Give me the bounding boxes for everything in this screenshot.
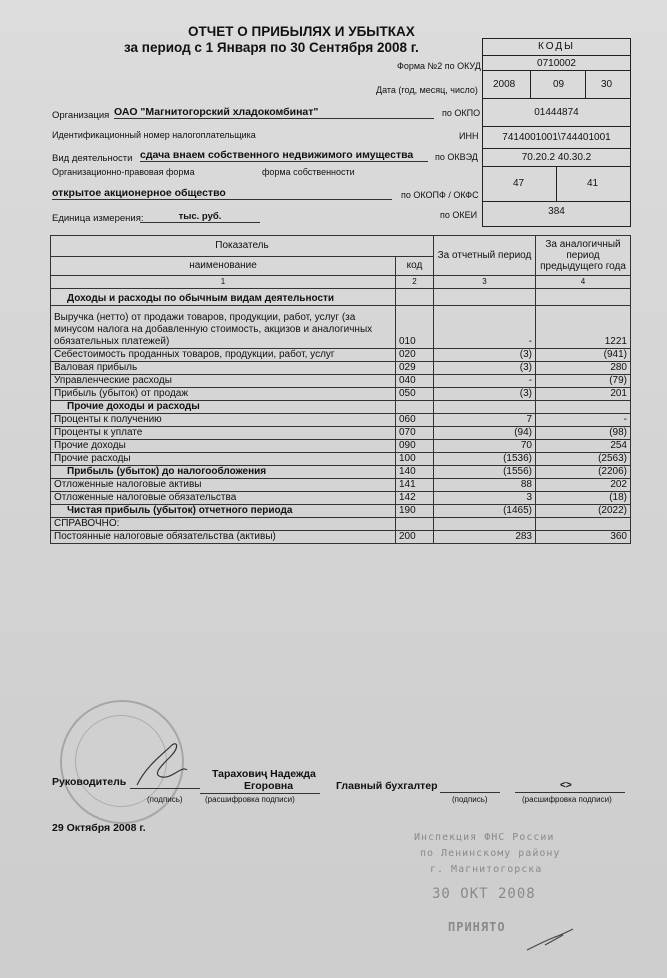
row-prev: (2206) bbox=[536, 466, 631, 479]
ownership-label: форма собственности bbox=[262, 167, 355, 177]
income-statement-table bbox=[50, 235, 631, 544]
col-num-3: 3 bbox=[434, 276, 536, 289]
table-row bbox=[51, 401, 631, 414]
col-num-4: 4 bbox=[536, 276, 631, 289]
unit-label: Единица измерения: bbox=[52, 213, 144, 224]
table-row bbox=[51, 427, 631, 440]
okei-label: по ОКЕИ bbox=[440, 210, 478, 220]
row-prev: (18) bbox=[536, 492, 631, 505]
row-name: СПРАВОЧНО: bbox=[51, 518, 396, 531]
table-row bbox=[51, 505, 631, 518]
row-name: Доходы и расходы по обычным видам деятельности bbox=[51, 289, 396, 306]
row-code: 140 bbox=[396, 466, 434, 479]
legal-form-label: Организационно-правовая форма bbox=[52, 167, 195, 177]
row-code: 070 bbox=[396, 427, 434, 440]
row-prev bbox=[536, 401, 631, 414]
head-name-line1: Тараховиҷ Надежда bbox=[212, 768, 316, 780]
date-row bbox=[483, 70, 630, 99]
row-current: 3 bbox=[434, 492, 536, 505]
row-current bbox=[434, 518, 536, 531]
row-prev: 360 bbox=[536, 531, 631, 544]
row-code: 141 bbox=[396, 479, 434, 492]
chief-decoding-line bbox=[515, 792, 625, 793]
col-num-2: 2 bbox=[396, 276, 434, 289]
row-prev: 280 bbox=[536, 362, 631, 375]
chief-decoding-caption: (расшифровка подписи) bbox=[522, 795, 612, 804]
okved-label: по ОКВЭД bbox=[435, 152, 478, 162]
row-code: 040 bbox=[396, 375, 434, 388]
table-row bbox=[51, 289, 631, 306]
row-code: 100 bbox=[396, 453, 434, 466]
okopf-label: по ОКОПФ / ОКФС bbox=[401, 190, 479, 200]
date-label: Дата (год, месяц, число) bbox=[376, 85, 478, 95]
okopf-row bbox=[483, 166, 630, 202]
okfs-value: 41 bbox=[587, 178, 599, 189]
row-code: 060 bbox=[396, 414, 434, 427]
row-code: 200 bbox=[396, 531, 434, 544]
row-prev: 254 bbox=[536, 440, 631, 453]
row-name: Прибыль (убыток) от продаж bbox=[51, 388, 396, 401]
unit-value: тыс. руб. bbox=[140, 211, 260, 223]
row-prev: (98) bbox=[536, 427, 631, 440]
table-row bbox=[51, 440, 631, 453]
tax-stamp-date: 30 ОКТ 2008 bbox=[432, 886, 536, 902]
row-name: Отложенные налоговые активы bbox=[51, 479, 396, 492]
table-row bbox=[51, 362, 631, 375]
table-row bbox=[51, 306, 631, 349]
row-code: 050 bbox=[396, 388, 434, 401]
table-row bbox=[51, 466, 631, 479]
date-day: 30 bbox=[601, 79, 613, 90]
col-num-1: 1 bbox=[51, 276, 396, 289]
row-name: Себестоимость проданных товаров, продукции, работ, услуг bbox=[51, 349, 396, 362]
okopf-value: 47 bbox=[513, 178, 525, 189]
head-name-line2: Егоровна bbox=[244, 780, 294, 792]
table-row bbox=[51, 375, 631, 388]
chief-signature-line bbox=[440, 792, 500, 793]
header-current: За отчетный период bbox=[434, 236, 536, 276]
row-code bbox=[396, 518, 434, 531]
okpo-value: 01444874 bbox=[483, 98, 630, 127]
table-body bbox=[51, 289, 631, 544]
row-current: (94) bbox=[434, 427, 536, 440]
report-period: за период с 1 Января по 30 Сентября 2008 г. bbox=[124, 40, 419, 55]
row-prev: (2022) bbox=[536, 505, 631, 518]
okved-value: 70.20.2 40.30.2 bbox=[483, 148, 630, 167]
row-current: 283 bbox=[434, 531, 536, 544]
row-name: Чистая прибыль (убыток) отчетного периода bbox=[51, 505, 396, 518]
chief-signature-caption: (подпись) bbox=[452, 795, 488, 804]
inn-long-label: Идентификационный номер налогоплательщика bbox=[52, 130, 256, 140]
row-current: - bbox=[434, 306, 536, 349]
row-current: 70 bbox=[434, 440, 536, 453]
table-row bbox=[51, 453, 631, 466]
head-signature-caption: (подпись) bbox=[147, 795, 183, 804]
report-title: ОТЧЕТ О ПРИБЫЛЯХ И УБЫТКАХ bbox=[188, 24, 415, 39]
row-prev: (79) bbox=[536, 375, 631, 388]
row-name: Прибыль (убыток) до налогообложения bbox=[51, 466, 396, 479]
header-indicator: Показатель bbox=[51, 236, 434, 257]
row-prev: 201 bbox=[536, 388, 631, 401]
head-decoding-caption: (расшифровка подписи) bbox=[205, 795, 295, 804]
table-row bbox=[51, 492, 631, 505]
inn-label: ИНН bbox=[459, 131, 479, 141]
row-prev: 202 bbox=[536, 479, 631, 492]
report-date: 29 Октября 2008 г. bbox=[52, 822, 146, 834]
table-numbers-row bbox=[51, 276, 631, 289]
row-prev: - bbox=[536, 414, 631, 427]
tax-stamp-signature bbox=[525, 925, 575, 955]
okud-value: 0710002 bbox=[483, 55, 630, 71]
activity-value: сдача внаем собственного недвижимого имущества bbox=[140, 149, 428, 162]
header-prev: За аналогичный период предыдущего года bbox=[536, 236, 631, 276]
codes-box bbox=[482, 38, 631, 227]
table-header-row bbox=[51, 236, 631, 257]
tax-stamp-accepted: ПРИНЯТО bbox=[448, 920, 506, 934]
row-current bbox=[434, 401, 536, 414]
header-code: код bbox=[396, 257, 434, 276]
row-code bbox=[396, 401, 434, 414]
row-current bbox=[434, 289, 536, 306]
date-year: 2008 bbox=[493, 79, 516, 90]
row-name: Постоянные налоговые обязательства (активы) bbox=[51, 531, 396, 544]
table-row bbox=[51, 414, 631, 427]
tax-stamp-line2: по Ленинскому району bbox=[420, 848, 561, 859]
row-prev bbox=[536, 289, 631, 306]
org-name: ОАО "Магнитогорский хладокомбинат" bbox=[114, 106, 434, 119]
row-current: (3) bbox=[434, 362, 536, 375]
table-row bbox=[51, 349, 631, 362]
okei-value: 384 bbox=[483, 201, 630, 226]
row-current: (1536) bbox=[434, 453, 536, 466]
date-month: 09 bbox=[553, 79, 565, 90]
okud-label: Форма №2 по ОКУД bbox=[397, 61, 481, 71]
row-current: (1465) bbox=[434, 505, 536, 518]
row-code: 090 bbox=[396, 440, 434, 453]
row-code: 020 bbox=[396, 349, 434, 362]
row-name: Валовая прибыль bbox=[51, 362, 396, 375]
chief-mark: <> bbox=[560, 780, 572, 791]
head-decoding-line bbox=[200, 793, 320, 794]
row-code: 010 bbox=[396, 306, 434, 349]
row-current: 88 bbox=[434, 479, 536, 492]
codes-title: КОДЫ bbox=[538, 41, 575, 52]
row-name: Выручка (нетто) от продажи товаров, продукции, работ, услуг (за минусом налога на добавленную стоимость, акцизов и аналогичных обязательных платежей) bbox=[51, 306, 396, 349]
row-current: (1556) bbox=[434, 466, 536, 479]
row-name: Управленческие расходы bbox=[51, 375, 396, 388]
legal-form-value: открытое акционерное общество bbox=[52, 187, 392, 200]
row-name: Прочие доходы и расходы bbox=[51, 401, 396, 414]
row-prev bbox=[536, 518, 631, 531]
row-name: Проценты к получению bbox=[51, 414, 396, 427]
row-code: 029 bbox=[396, 362, 434, 375]
tax-stamp-line3: г. Магнитогорска bbox=[430, 864, 543, 875]
table-row bbox=[51, 388, 631, 401]
row-code: 190 bbox=[396, 505, 434, 518]
row-current: - bbox=[434, 375, 536, 388]
row-current: 7 bbox=[434, 414, 536, 427]
chief-label: Главный бухгалтер bbox=[336, 780, 438, 792]
okpo-label: по ОКПО bbox=[442, 108, 481, 118]
inn-value: 7414001001\744401001 bbox=[483, 126, 630, 149]
table-row bbox=[51, 479, 631, 492]
table-row bbox=[51, 531, 631, 544]
row-prev: (2563) bbox=[536, 453, 631, 466]
head-label: Руководитель bbox=[52, 776, 127, 788]
row-prev: 1221 bbox=[536, 306, 631, 349]
org-label: Организация bbox=[52, 110, 110, 121]
head-signature-scribble bbox=[132, 735, 192, 795]
row-name: Прочие расходы bbox=[51, 453, 396, 466]
table-row bbox=[51, 518, 631, 531]
row-prev: (941) bbox=[536, 349, 631, 362]
row-current: (3) bbox=[434, 349, 536, 362]
row-name: Отложенные налоговые обязательства bbox=[51, 492, 396, 505]
row-code: 142 bbox=[396, 492, 434, 505]
row-name: Проценты к уплате bbox=[51, 427, 396, 440]
activity-label: Вид деятельности bbox=[52, 153, 133, 164]
row-current: (3) bbox=[434, 388, 536, 401]
row-code bbox=[396, 289, 434, 306]
header-name: наименование bbox=[51, 257, 396, 276]
row-name: Прочие доходы bbox=[51, 440, 396, 453]
tax-stamp-line1: Инспекция ФНС России bbox=[414, 832, 555, 843]
